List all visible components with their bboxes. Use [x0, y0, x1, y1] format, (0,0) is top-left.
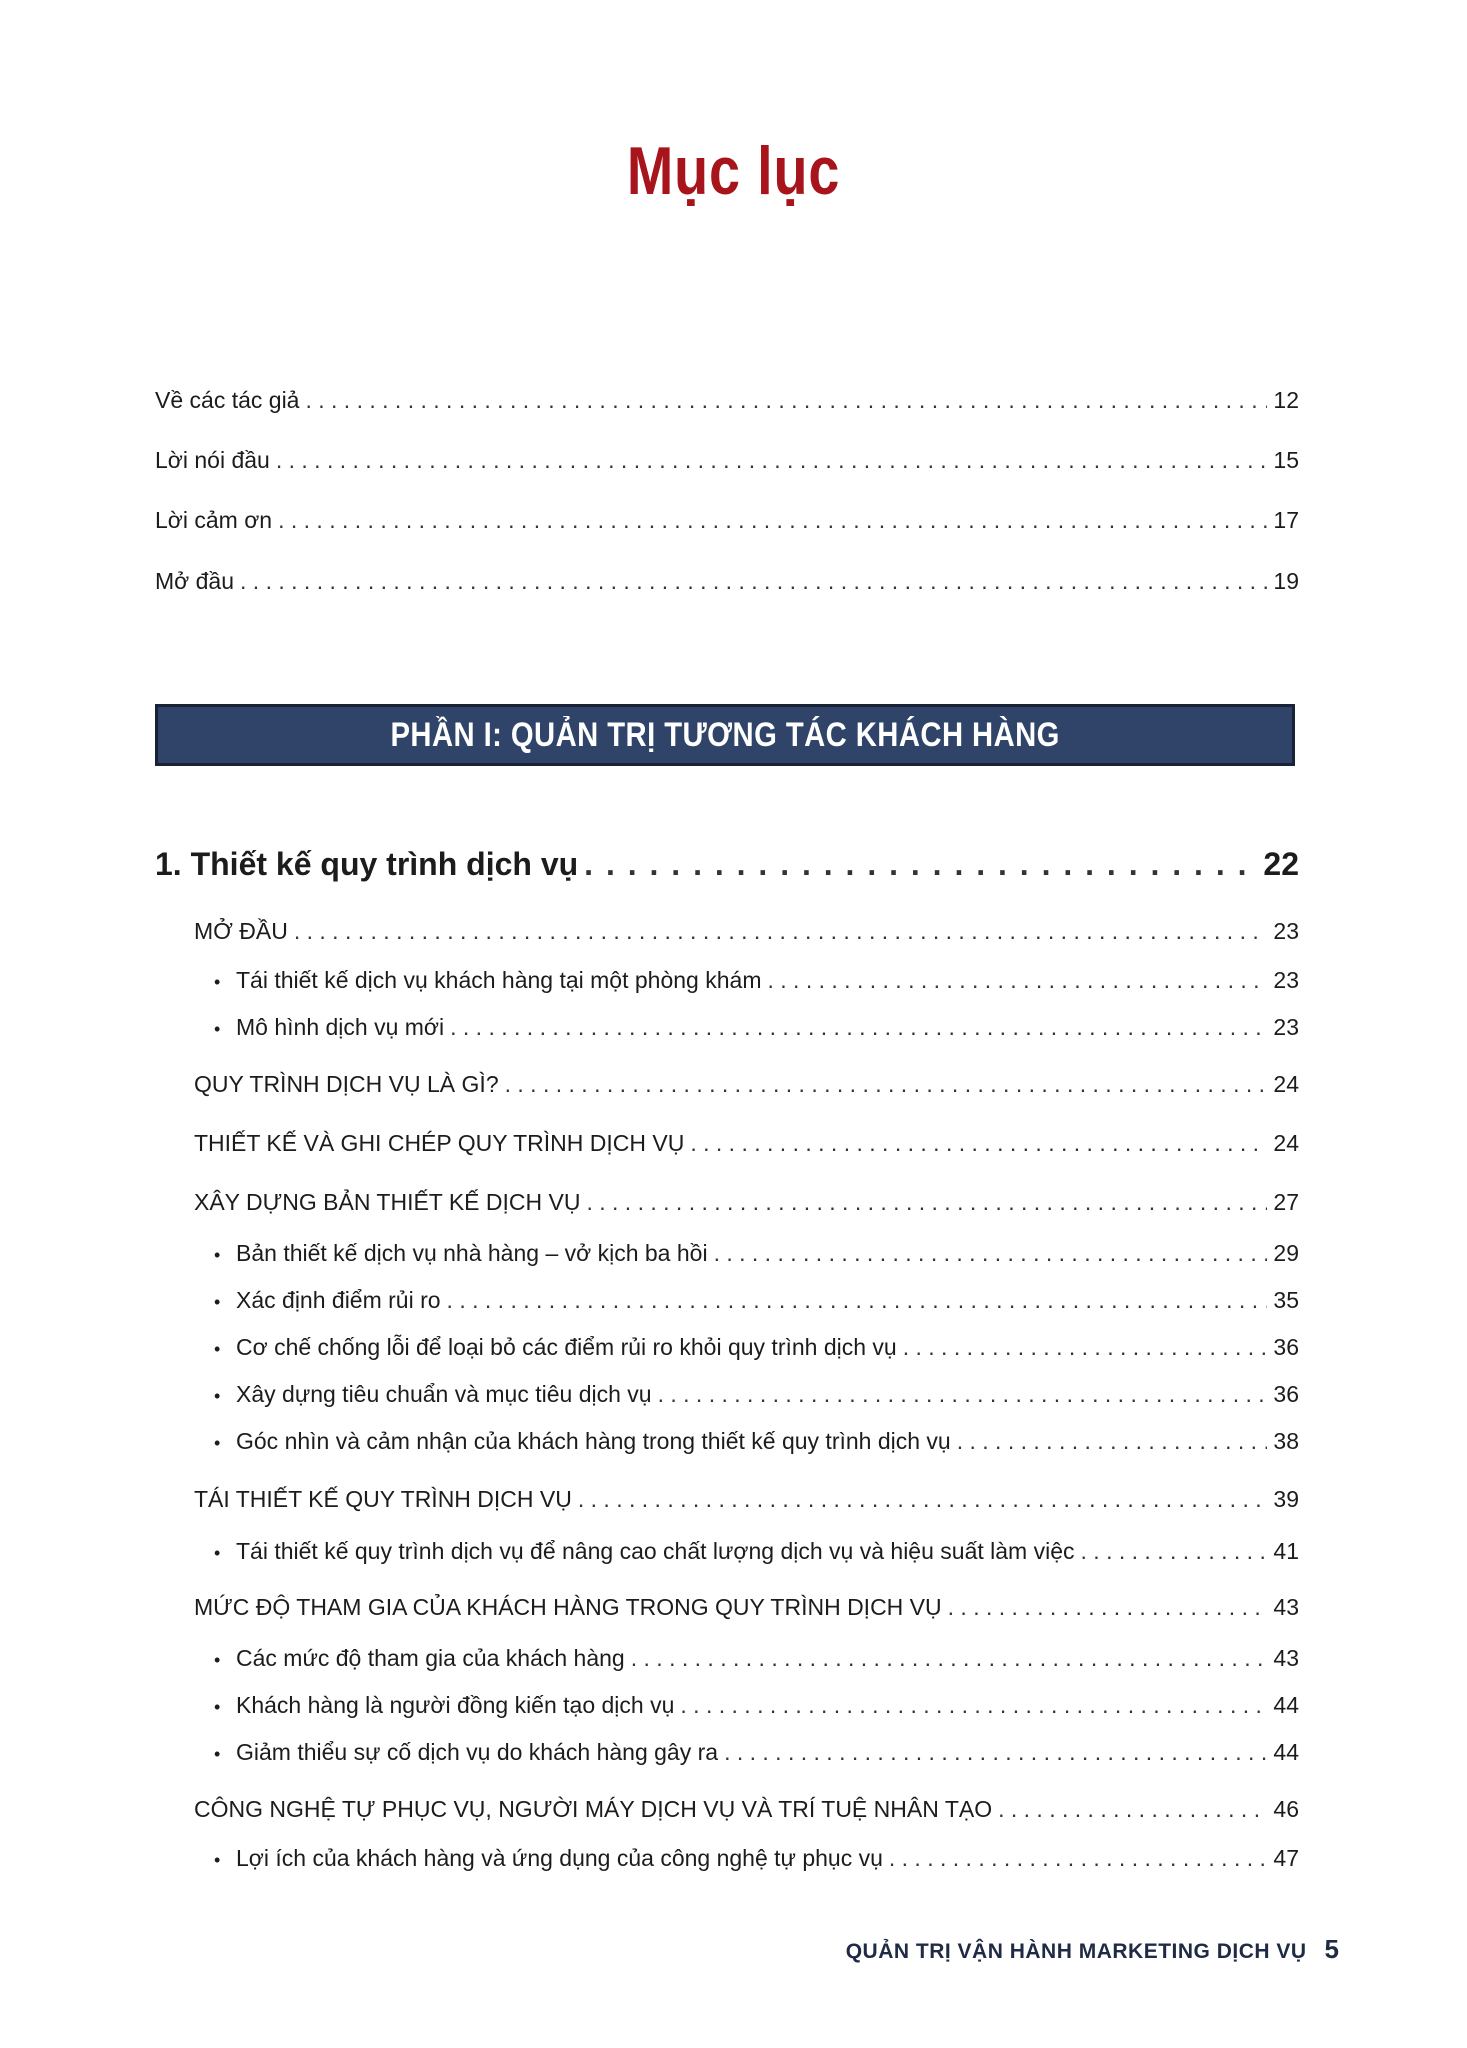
toc-subsection[interactable] — [214, 1536, 1299, 1568]
page-number: 5 — [1324, 1934, 1339, 1964]
toc-subsection[interactable] — [214, 1843, 1299, 1875]
leader-dots — [447, 1285, 1268, 1315]
part-title: PHẦN I: QUẢN TRỊ TƯƠNG TÁC KHÁCH HÀNG — [390, 715, 1060, 754]
toc-entry-page: 23 — [1273, 967, 1299, 993]
leader-dots — [767, 965, 1267, 995]
toc-entry-label: CÔNG NGHỆ TỰ PHỤC VỤ, NGƯỜI MÁY DỊCH VỤ VÀ TRÍ TUỆ NHÂN TẠO — [194, 1796, 993, 1822]
toc-section[interactable] — [194, 1187, 1299, 1217]
bullet-icon: • — [214, 1650, 221, 1670]
leader-dots — [450, 1012, 1267, 1042]
page-footer — [846, 1934, 1339, 1965]
leader-dots — [586, 1187, 1267, 1217]
leader-dots — [240, 566, 1267, 596]
toc-entry-page: 44 — [1273, 1739, 1299, 1765]
toc-entry-page: 36 — [1273, 1381, 1299, 1407]
toc-section[interactable] — [194, 1592, 1299, 1622]
toc-entry-label: Mô hình dịch vụ mới — [236, 1014, 445, 1040]
toc-subsection[interactable] — [214, 1643, 1299, 1675]
toc-subsection[interactable] — [214, 1238, 1299, 1270]
toc-entry-label: QUY TRÌNH DỊCH VỤ LÀ GÌ? — [194, 1071, 499, 1097]
toc-subsection[interactable] — [214, 1426, 1299, 1458]
bullet-icon: • — [214, 1543, 221, 1563]
bullet-icon: • — [214, 1697, 221, 1717]
bullet-icon: • — [214, 1850, 221, 1870]
toc-entry-label: Xác định điểm rủi ro — [236, 1287, 441, 1313]
leader-dots — [294, 916, 1268, 946]
leader-dots — [998, 1794, 1267, 1824]
toc-entry-label: Mở đầu — [155, 568, 235, 594]
toc-entry-page: 27 — [1273, 1189, 1299, 1215]
toc-entry-page: 23 — [1273, 1014, 1299, 1040]
leader-dots — [714, 1238, 1268, 1268]
leader-dots — [505, 1069, 1268, 1099]
book-title: QUẢN TRỊ VẬN HÀNH MARKETING DỊCH VỤ — [845, 1940, 1307, 1963]
bullet-icon: • — [214, 1245, 221, 1265]
bullet-icon: • — [214, 1386, 221, 1406]
toc-subsection[interactable] — [214, 1690, 1299, 1722]
page-title: Mục lục — [626, 133, 841, 209]
toc-section[interactable] — [194, 1484, 1299, 1514]
bullet-icon: • — [214, 972, 221, 992]
bullet-icon: • — [214, 1019, 221, 1039]
toc-entry-page: 43 — [1273, 1594, 1299, 1620]
toc-entry-page: 24 — [1273, 1071, 1299, 1097]
toc-entry-page: 43 — [1273, 1645, 1299, 1671]
toc-entry-page: 41 — [1273, 1538, 1299, 1564]
toc-entry-label: Các mức độ tham gia của khách hàng — [236, 1645, 625, 1671]
leader-dots — [1081, 1536, 1268, 1566]
toc-entry-page: 29 — [1273, 1240, 1299, 1266]
toc-subsection[interactable] — [214, 1332, 1299, 1364]
leader-dots — [305, 385, 1267, 415]
toc-entry-page: 44 — [1273, 1692, 1299, 1718]
toc-entry-label: Bản thiết kế dịch vụ nhà hàng – vở kịch ba hồi — [236, 1240, 708, 1266]
leader-dots — [724, 1737, 1267, 1767]
toc-entry-label: MỞ ĐẦU — [194, 918, 288, 944]
toc-entry-page: 24 — [1273, 1130, 1299, 1156]
bullet-icon: • — [214, 1339, 221, 1359]
toc-subsection[interactable] — [214, 1012, 1299, 1044]
toc-entry-page: 23 — [1273, 918, 1299, 944]
leader-dots — [276, 445, 1268, 475]
leader-dots — [690, 1128, 1267, 1158]
leader-dots — [948, 1592, 1268, 1622]
toc-entry-page: 17 — [1273, 507, 1299, 533]
toc-entry-page: 35 — [1273, 1287, 1299, 1313]
toc-entry-front-1[interactable] — [155, 385, 1299, 415]
chapter-label: 1. Thiết kế quy trình dịch vụ — [155, 846, 579, 882]
leader-dots — [957, 1426, 1268, 1456]
bullet-icon: • — [214, 1292, 221, 1312]
toc-entry-label: Cơ chế chống lỗi để loại bỏ các điểm rủi ro khỏi quy trình dịch vụ — [236, 1334, 897, 1360]
toc-entry-label: THIẾT KẾ VÀ GHI CHÉP QUY TRÌNH DỊCH VỤ — [194, 1130, 685, 1156]
toc-subsection[interactable] — [214, 1379, 1299, 1411]
toc-section[interactable] — [194, 1128, 1299, 1158]
toc-section[interactable] — [194, 1794, 1299, 1824]
toc-entry-page: 36 — [1273, 1334, 1299, 1360]
toc-entry-page: 19 — [1273, 568, 1299, 594]
toc-entry-label: Lời cảm ơn — [155, 507, 273, 533]
toc-entry-label: Về các tác giả — [155, 387, 300, 413]
toc-entry-label: Xây dựng tiêu chuẩn và mục tiêu dịch vụ — [236, 1381, 652, 1407]
toc-entry-page: 39 — [1273, 1486, 1299, 1512]
toc-chapter-1[interactable] — [155, 844, 1299, 884]
toc-entry-page: 46 — [1273, 1796, 1299, 1822]
toc-entry-front-3[interactable] — [155, 505, 1299, 535]
bullet-icon: • — [214, 1433, 221, 1453]
toc-entry-label: Lời nói đầu — [155, 447, 270, 473]
leader-dots — [680, 1690, 1267, 1720]
toc-entry-label: Tái thiết kế quy trình dịch vụ để nâng cao chất lượng dịch vụ và hiệu suất làm việc — [236, 1538, 1075, 1564]
leader-dots — [903, 1332, 1268, 1362]
toc-entry-label: Tái thiết kế dịch vụ khách hàng tại một phòng khám — [236, 967, 762, 993]
leader-dots — [658, 1379, 1268, 1409]
toc-entry-page: 38 — [1273, 1428, 1299, 1454]
toc-subsection[interactable] — [214, 1737, 1299, 1769]
toc-subsection[interactable] — [214, 1285, 1299, 1317]
toc-entry-page: 15 — [1273, 447, 1299, 473]
bullet-icon: • — [214, 1744, 221, 1764]
toc-entry-label: MỨC ĐỘ THAM GIA CỦA KHÁCH HÀNG TRONG QUY TRÌNH DỊCH VỤ — [194, 1594, 942, 1620]
toc-entry-front-2[interactable] — [155, 445, 1299, 475]
leader-dots — [889, 1843, 1268, 1873]
leader-dots — [631, 1643, 1268, 1673]
chapter-page: 22 — [1263, 846, 1299, 882]
toc-entry-label: Khách hàng là người đồng kiến tạo dịch vụ — [236, 1692, 675, 1718]
leader-dots — [584, 844, 1257, 884]
part-banner[interactable] — [155, 704, 1295, 766]
toc-entry-label: Góc nhìn và cảm nhận của khách hàng trong thiết kế quy trình dịch vụ — [236, 1428, 951, 1454]
toc-entry-label: Lợi ích của khách hàng và ứng dụng của công nghệ tự phục vụ — [236, 1845, 883, 1871]
leader-dots — [278, 505, 1267, 535]
toc-entry-label: XÂY DỰNG BẢN THIẾT KẾ DỊCH VỤ — [194, 1189, 581, 1215]
toc-entry-page: 12 — [1273, 387, 1299, 413]
toc-section[interactable] — [194, 916, 1299, 946]
toc-subsection[interactable] — [214, 965, 1299, 997]
toc-entry-front-4[interactable] — [155, 566, 1299, 596]
toc-entry-label: Giảm thiểu sự cố dịch vụ do khách hàng gây ra — [236, 1739, 719, 1765]
leader-dots — [578, 1484, 1268, 1514]
toc-section[interactable] — [194, 1069, 1299, 1099]
toc-entry-label: TÁI THIẾT KẾ QUY TRÌNH DỊCH VỤ — [194, 1486, 572, 1512]
toc-entry-page: 47 — [1273, 1845, 1299, 1871]
